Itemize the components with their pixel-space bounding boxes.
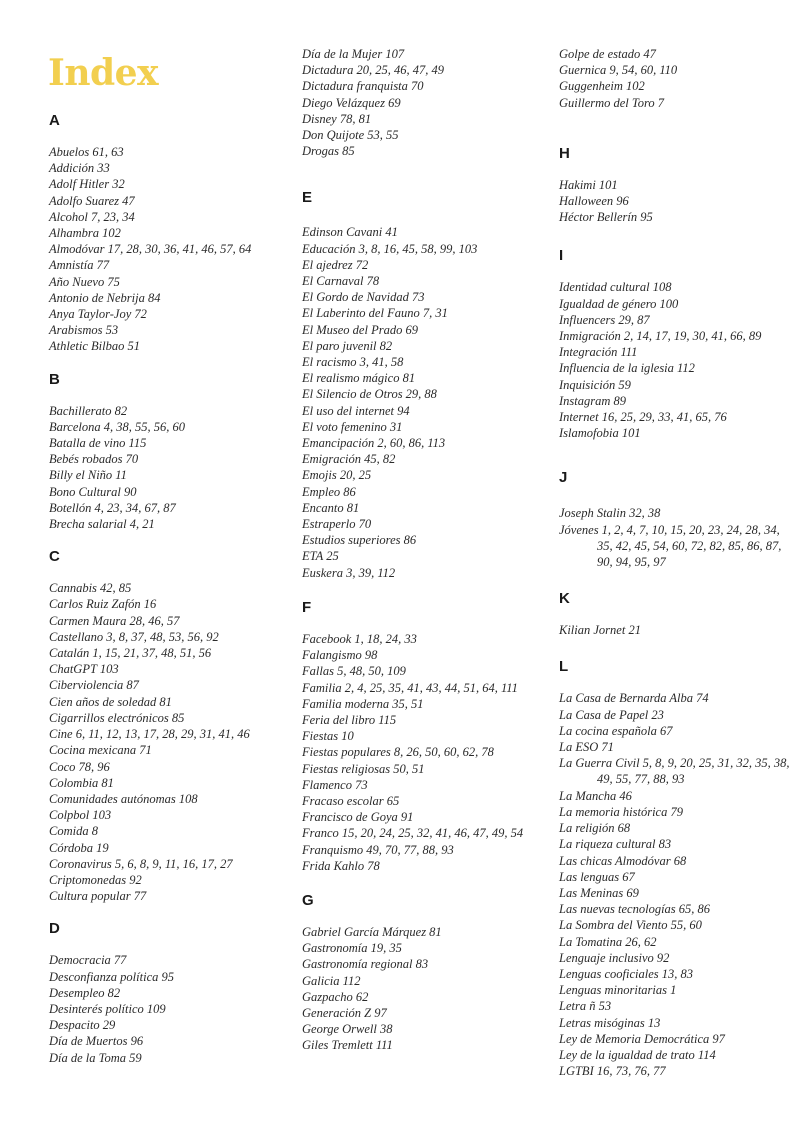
index-entry: Carmen Maura 28, 46, 57 [49,613,180,628]
index-entry: Héctor Bellerín 95 [559,210,653,225]
index-entry: Fiestas populares 8, 26, 50, 60, 62, 78 [302,745,494,760]
section-letter: G [302,891,314,909]
section-letter: J [559,469,568,487]
index-entry: Criptomonedas 92 [49,872,142,887]
index-entry: Emigración 45, 82 [302,452,396,467]
index-entry: El realismo mágico 81 [302,371,416,386]
index-entry: Instagram 89 [559,393,627,408]
entry-list [302,631,542,874]
index-section-i [559,247,791,441]
entry-list [559,690,791,1079]
index-entry: Democracia 77 [49,953,127,968]
index-section-g-continued [559,46,791,111]
index-entry: Fiestas 10 [302,729,354,744]
index-entry: Gastronomía regional 83 [302,957,429,972]
index-entry: La Tomatina 26, 62 [559,934,657,949]
index-entry: ETA 25 [302,549,339,564]
index-entry: Anya Taylor-Joy 72 [49,307,147,322]
index-entry: El ajedrez 72 [302,257,369,272]
index-entry: Bachillerato 82 [49,403,128,418]
index-entry: Letras misóginas 13 [559,1015,661,1030]
index-entry: Las chicas Almodóvar 68 [559,853,687,868]
index-entry: Almodóvar 17, 28, 30, 36, 41, 46, 57, 64 [49,242,252,257]
section-letter: F [302,598,312,616]
index-entry: Lenguas cooficiales 13, 83 [559,966,694,981]
section-letter: B [49,370,60,388]
index-section-g [302,892,542,1054]
index-entry: LGTBI 16, 73, 76, 77 [559,1064,666,1079]
index-entry: Botellón 4, 23, 34, 67, 87 [49,500,176,515]
index-entry: Drogas 85 [302,144,355,159]
index-entry: La Casa de Papel 23 [559,707,664,722]
index-entry: Guillermo del Toro 7 [559,95,664,110]
index-entry: Desempleo 82 [49,985,121,1000]
index-entry: Fracaso escolar 65 [302,793,400,808]
index-entry: ChatGPT 103 [49,662,119,677]
index-entry: Diego Velázquez 69 [302,95,401,110]
index-entry: Golpe de estado 47 [559,47,656,61]
index-entry: Gastronomía 19, 35 [302,941,402,956]
index-entry: El Carnaval 78 [302,274,380,289]
index-entry: Islamofobia 101 [559,426,641,441]
index-entry: Frida Kahlo 78 [302,858,380,873]
entry-list [559,622,791,638]
index-entry: Inquisición 59 [559,377,631,392]
index-entry: George Orwell 38 [302,1022,393,1037]
index-entry: Dictadura franquista 70 [302,79,424,94]
entry-list [559,177,791,226]
index-entry: Cocina mexicana 71 [49,743,152,758]
index-entry: Don Quijote 53, 55 [302,128,399,143]
index-entry: Guernica 9, 54, 60, 110 [559,63,678,78]
index-entry: Bono Cultural 90 [49,484,137,499]
index-section-e [302,189,542,580]
index-entry: Gabriel García Márquez 81 [302,924,442,939]
index-entry: Cine 6, 11, 12, 13, 17, 28, 29, 31, 41, 46 [49,727,250,742]
index-column-1 [49,112,289,1066]
index-entry: Despacito 29 [49,1018,116,1033]
index-entry: Guggenheim 102 [559,79,645,94]
index-section-d [49,920,289,1065]
index-entry: El Museo del Prado 69 [302,322,418,337]
index-entry: Empleo 86 [302,484,356,499]
index-entry: Las lenguas 67 [559,869,635,884]
index-entry: Ley de Memoria Democrática 97 [559,1031,725,1046]
index-entry: Amnistía 77 [49,258,110,273]
index-entry: Estudios superiores 86 [302,533,417,548]
index-entry: Influencia de la iglesia 112 [559,361,695,376]
index-section-k [559,590,791,638]
entry-list [559,279,791,441]
index-entry: Día de la Toma 59 [49,1050,142,1065]
index-entry: La Casa de Bernarda Alba 74 [559,691,709,706]
index-entry: Edinson Cavani 41 [302,225,398,240]
index-entry: Encanto 81 [302,500,360,515]
entry-list [302,224,542,580]
index-entry: Alhambra 102 [49,226,121,241]
index-entry: El racismo 3, 41, 58 [302,355,404,370]
index-section-h [559,145,791,226]
entry-list [559,505,791,570]
index-entry: Euskera 3, 39, 112 [302,565,396,580]
index-entry: Abuelos 61, 63 [49,145,124,159]
index-entry: Gazpacho 62 [302,989,369,1004]
entry-list [49,952,289,1065]
section-letter: C [49,548,60,566]
index-entry: Lenguas minoritarias 1 [559,983,677,998]
index-entry: Alcohol 7, 23, 34 [49,209,135,224]
index-entry: Internet 16, 25, 29, 33, 41, 65, 76 [559,410,727,425]
index-entry: Día de Muertos 96 [49,1034,144,1049]
index-entry: Inmigración 2, 14, 17, 19, 30, 41, 66, 89 [559,329,762,344]
index-entry: Cannabis 42, 85 [49,581,132,596]
entry-list [559,46,791,111]
index-section-b [49,371,289,533]
index-entry: Fiestas religiosas 50, 51 [302,761,425,776]
index-entry: Facebook 1, 18, 24, 33 [302,631,417,646]
index-entry: Castellano 3, 8, 37, 48, 53, 56, 92 [49,629,219,644]
index-entry: Ciberviolencia 87 [49,678,139,693]
index-entry: Córdoba 19 [49,840,109,855]
index-entry: Educación 3, 8, 16, 45, 58, 99, 103 [302,241,478,256]
index-entry: Billy el Niño 11 [49,468,127,483]
index-entry: Giles Tremlett 111 [302,1038,393,1053]
index-entry: Batalla de vino 115 [49,436,147,451]
index-entry: Francisco de Goya 91 [302,810,414,825]
index-entry: Desinterés político 109 [49,1001,166,1016]
index-entry: Influencers 29, 87 [559,312,650,327]
index-entry: Barcelona 4, 38, 55, 56, 60 [49,419,185,434]
index-entry: Colpbol 103 [49,808,112,823]
index-entry: Cien años de soledad 81 [49,694,172,709]
index-entry: Estraperlo 70 [302,517,372,532]
index-entry: La memoria histórica 79 [559,804,683,819]
index-entry: El Laberinto del Fauno 7, 31 [302,306,448,321]
index-entry: Igualdad de género 100 [559,296,679,311]
index-entry: Familia moderna 35, 51 [302,696,424,711]
index-entry: Carlos Ruiz Zafón 16 [49,597,157,612]
index-entry: La riqueza cultural 83 [559,837,672,852]
index-entry: Arabismos 53 [49,323,119,338]
index-entry: Adolf Hitler 32 [49,177,125,192]
index-entry: Flamenco 73 [302,777,368,792]
index-entry: Kilian Jornet 21 [559,623,641,638]
index-entry: La Guerra Civil 5, 8, 9, 20, 25, 31, 32, 35, 38, 49, 55, 77, 88, 93 [559,756,790,787]
index-entry: Cultura popular 77 [49,889,147,904]
index-entry: La religión 68 [559,821,631,836]
section-letter: H [559,144,570,162]
index-entry: Emancipación 2, 60, 86, 113 [302,436,446,451]
index-entry: Fallas 5, 48, 50, 109 [302,664,406,679]
section-letter: E [302,189,313,207]
index-entry: La Sombra del Viento 55, 60 [559,918,702,933]
index-entry: La ESO 71 [559,740,614,755]
index-entry: Integración 111 [559,345,638,360]
index-entry: Hakimi 101 [559,177,618,192]
section-letter: I [559,247,564,265]
index-entry: Galicia 112 [302,973,361,988]
index-entry: Familia 2, 4, 25, 35, 41, 43, 44, 51, 64, 111 [302,680,518,695]
index-entry: Letra ñ 53 [559,999,612,1014]
index-section-d-continued [302,46,542,159]
index-entry: Coronavirus 5, 6, 8, 9, 11, 16, 17, 27 [49,856,233,871]
index-entry: Disney 78, 81 [302,111,372,126]
index-entry: Dictadura 20, 25, 46, 47, 49 [302,63,445,78]
index-column-3 [559,46,791,1079]
index-entry: Ley de la igualdad de trato 114 [559,1047,716,1062]
section-letter: A [49,112,60,129]
index-entry: Halloween 96 [559,194,629,209]
index-entry: Antonio de Nebrija 84 [49,290,161,305]
section-letter: K [559,590,570,608]
index-entry: Identidad cultural 108 [559,280,672,295]
index-entry: El Silencio de Otros 29, 88 [302,387,437,402]
section-letter: L [559,658,569,676]
index-entry: Lenguaje inclusivo 92 [559,950,670,965]
index-entry: El paro juvenil 82 [302,338,393,353]
entry-list [302,924,542,1054]
index-entry: Cigarrillos electrónicos 85 [49,710,185,725]
index-section-j [559,469,791,570]
entry-list [49,403,289,533]
index-section-c [49,548,289,904]
entry-list [302,46,542,159]
index-entry: Brecha salarial 4, 21 [49,517,155,532]
index-entry: El voto femenino 31 [302,419,403,434]
index-entry: Comida 8 [49,824,98,839]
index-section-a [49,112,289,355]
index-entry: Las nuevas tecnologías 65, 86 [559,902,711,917]
index-section-f [302,599,542,874]
index-entry: Emojis 20, 25 [302,468,372,483]
index-entry: Athletic Bilbao 51 [49,339,140,354]
index-title: Index [48,52,159,94]
index-entry: El Gordo de Navidad 73 [302,290,425,305]
index-entry: El uso del internet 94 [302,403,410,418]
index-entry: Bebés robados 70 [49,452,139,467]
index-entry: Colombia 81 [49,775,114,790]
index-entry: Comunidades autónomas 108 [49,791,198,806]
index-entry: Joseph Stalin 32, 38 [559,506,661,521]
index-entry: Día de la Mujer 107 [302,47,405,61]
index-entry: La cocina española 67 [559,723,673,738]
index-section-l [559,658,791,1079]
index-entry: Franco 15, 20, 24, 25, 32, 41, 46, 47, 49, 54 [302,826,524,841]
index-entry: Generación Z 97 [302,1005,387,1020]
index-entry: Feria del libro 115 [302,712,397,727]
section-letter: D [49,920,60,938]
index-entry: Año Nuevo 75 [49,274,120,289]
index-entry: Coco 78, 96 [49,759,110,774]
index-entry: Adolfo Suarez 47 [49,193,135,208]
entry-list [49,580,289,904]
index-entry: Addición 33 [49,161,110,176]
index-entry: Franquismo 49, 70, 77, 88, 93 [302,842,454,857]
index-entry: Jóvenes 1, 2, 4, 7, 10, 15, 20, 23, 24, 28, 34, 35, 42, 45, 54, 60, 72, 82, 85, 86, 87, 90, 94, 95, 97 [559,522,782,570]
index-entry: Desconfianza política 95 [49,969,174,984]
entry-list [49,144,289,355]
index-entry: Catalán 1, 15, 21, 37, 48, 51, 56 [49,646,212,661]
index-entry: Las Meninas 69 [559,885,639,900]
index-entry: Falangismo 98 [302,648,378,663]
index-entry: La Mancha 46 [559,788,632,803]
index-column-2 [302,46,542,1054]
